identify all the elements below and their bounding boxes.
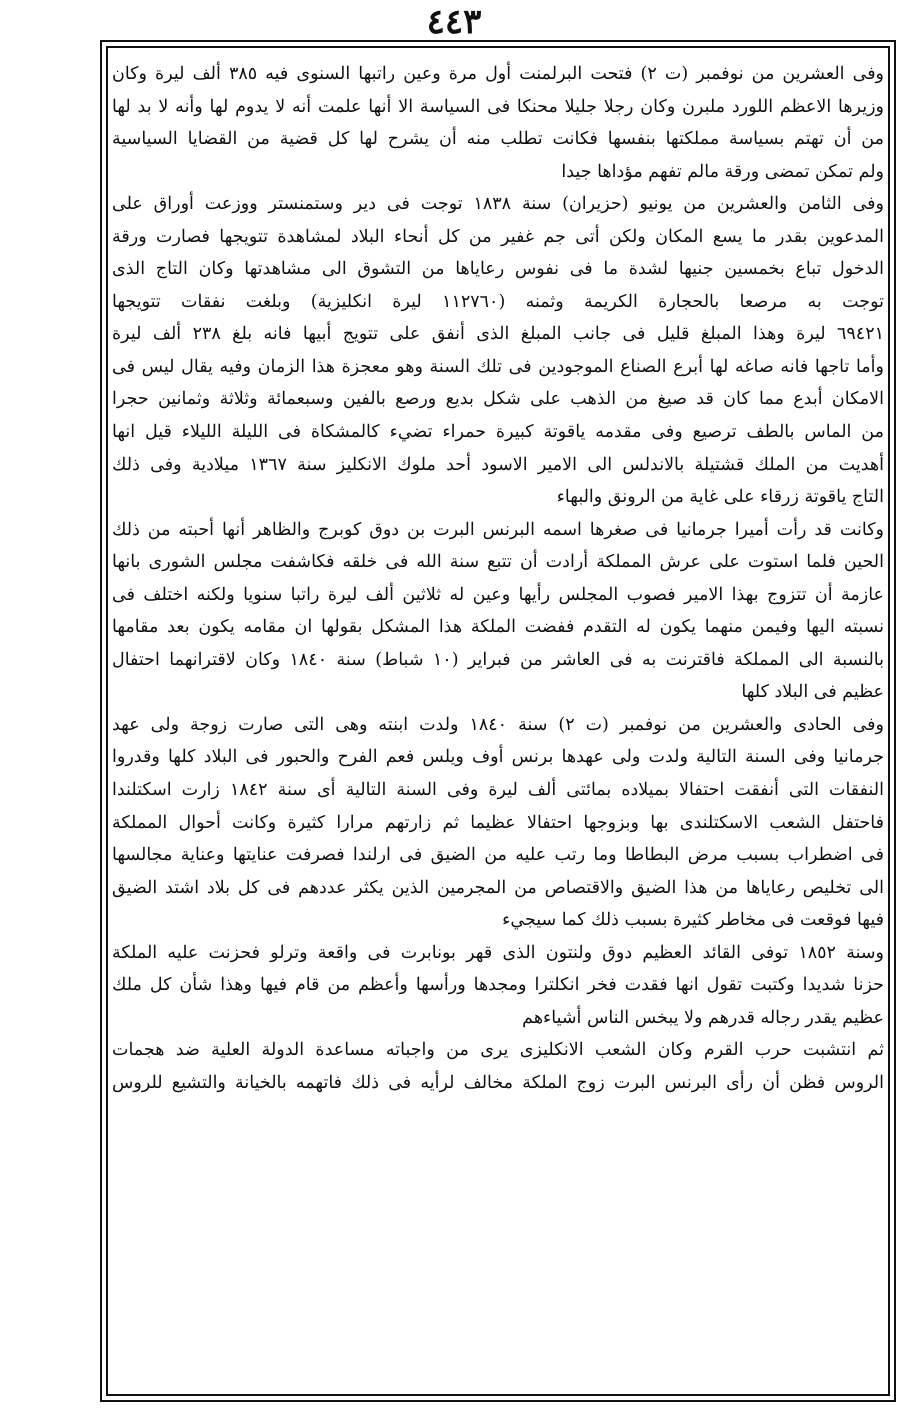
text-line: توجت به مرصعا بالحجارة الكريمة وثمنه (١١٢٧٦٠ ليرة انكليزية) وبلغت نفقات تتويجها <box>112 291 884 312</box>
text-line: أهديت من الملك قشتيلة بالاندلس الى الامير الاسود أحد ملوك الانكليز سنة ١٣٦٧ ميلادية وفى ذلك <box>112 454 884 475</box>
page-number: ٤٤٣ <box>426 2 482 42</box>
text-line: جرمانيا وفى السنة التالية ولدت ولى عهدها برنس أوف ويلس فعم الفرح والحبور فى البلاد كلها وقدروا <box>112 747 884 768</box>
text-line: بالنسبة الى المملكة فاقترنت به فى العاشر من فبراير (١٠ شباط) سنة ١٨٤٠ وكان لاقترانهما احتفال <box>112 649 884 670</box>
text-line: وأما تاجها فانه صاغه لها أبرع الصناع الموجودين فى تلك السنة وهو معجزة هذا الزمان وفيه يقال ليس فى <box>112 356 884 377</box>
text-line: الدخول تباع بخمسين جنيها لشدة ما فى نفوس رعاياها من التشوق الى مشاهدتها وكان التاج الذى <box>112 259 884 280</box>
text-line: وكانت قد رأت أميرا جرمانيا فى صغرها اسمه البرنس البرت بن دوق كوبرج والظاهر أنها أحبته من ذلك <box>112 519 884 540</box>
text-line: ٦٩٤٢١ ليرة وهذا المبلغ قليل فى جانب المبلغ الذى أنفق على تتويج أبيها فانه بلغ ٢٣٨ ألف ليرة <box>112 324 884 345</box>
text-line: النفقات التى أنفقت احتفالا بميلاده بمائتى ألف ليرة وفى السنة التالية أى سنة ١٨٤٢ زارت اسكتلندا <box>112 780 884 801</box>
text-line: الامكان أبدع مما كان قد صيغ من الذهب على شكل بديع ورصع بالفين وسبعمائة وثلاثة وثمانين حجرا <box>112 389 884 410</box>
text-line: التاج ياقوتة زرقاء على غاية من الرونق والبهاء <box>556 487 884 508</box>
text-line: المدعوين بقدر ما يسع المكان ولكن أتى جم غفير من كل أنحاء البلاد لمشاهدة تتويجها فصارت ورقة <box>112 226 884 247</box>
text-line: وفى العشرين من نوفمبر (ت ٢) فتحت البرلمنت أول مرة وعين راتبها السنوى فيه ٣٨٥ ألف ليرة وكان <box>112 64 884 84</box>
text-line: نسبته اليها وفيمن منهما يكون له التقدم ففضت الملكة هذا المشكل بقولها ان مقامه يكون بعد مقامها <box>112 617 884 638</box>
text-line: فاحتفل الشعب الاسكتلندى بها وبزوجها احتفالا عظيما ثم زارتهم مرارا كثيرة وكانت أحوال المملكة <box>112 812 884 833</box>
text-line: عظيم يقدر رجاله قدرهم ولا يبخس الناس أشياءهم <box>522 1007 884 1028</box>
text-line: فيها فوقعت فى مخاطر كثيرة بسبب ذلك كما سيجيء <box>502 910 884 931</box>
body-text <box>112 58 884 1394</box>
text-line: فى اضطراب بسبب مرض البطاطا وما رتب عليه من الضيق فى ارلندا فصرفت عنايتها وعناية مجالسها <box>112 845 884 866</box>
text-line: من الماس بالطف ترصيع وفى مقدمه ياقوتة كبيرة حمراء تضيء كالمشكاة فى الليلة الليلاء قيل انها <box>112 422 884 443</box>
text-line: ولم تمكن تمضى ورقة مالم تفهم مؤداها جيدا <box>561 161 884 182</box>
text-line: وفى الثامن والعشرين من يونيو (حزيران) سنة ١٨٣٨ توجت فى دير وستمنستر ووزعت أوراق على <box>112 194 884 215</box>
text-line: حزنا شديدا وكتبت تقول انها فقدت فخر انكلترا ومجدها ورأسها وأعظم من قام فيها وهذا شأن كل ملك <box>112 975 884 996</box>
text-line: عازمة أن تتزوج بهذا الامير فصوب المجلس رأيها وعين له ثلاثين ألف ليرة راتبا سنويا ولكنه اختلف فى <box>112 584 884 605</box>
text-line: وفى الحادى والعشرين من نوفمبر (ت ٢) سنة ١٨٤٠ ولدت ابنته وهى التى صارت زوجة ولى عهد <box>112 714 884 735</box>
text-line: الروس فظن أن رأى البرنس البرت زوج الملكة مخالف لرأيه فى ذلك فاتهمه بالخيانة والتشيع للروس <box>112 1072 884 1093</box>
text-line: الحين فلما استوت على عرش المملكة أرادت أن تتبع سنة الله فى خلقه فكاشفت مجلس الشورى بانها <box>112 552 884 573</box>
text-line: وسنة ١٨٥٢ توفى القائد العظيم دوق ولنتون الذى قهر بونابرت فى واقعة وترلو فحزنت عليه الملكة <box>112 942 884 963</box>
text-line: من أن تهتم بسياسة مملكتها بنفسها فكانت تطلب منه أن يشرح لها كل قضية من القضايا السياسية <box>112 129 884 150</box>
text-line: عظيم فى البلاد كلها <box>741 682 884 703</box>
text-line: الى تخليص رعاياها من هذا الضيق والاقتصاص من المجرمين الذين يكثر عددهم فى كل بلاد اشتد الضيق <box>112 877 884 898</box>
text-line: ثم انتشبت حرب القرم وكان الشعب الانكليزى يرى من واجباته مساعدة الدولة العلية ضد هجمات <box>112 1040 884 1061</box>
text-line: وزيرها الاعظم اللورد ملبرن وكان رجلا جليلا محنكا فى السياسة الا أنها علمت أنه لا يدوم لها وأنه لا بد لها <box>112 96 884 117</box>
